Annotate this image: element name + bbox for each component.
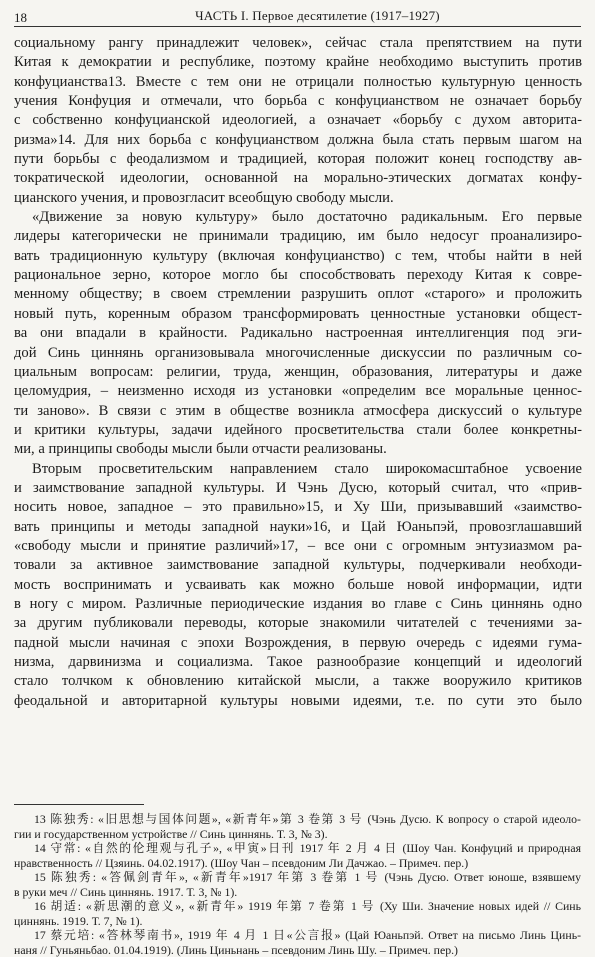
text-line: пути борьбы с феодализмом и традицией, которая положит конец господству ав- [14, 150, 582, 169]
running-header [14, 2, 581, 27]
text-line: тократической идеологии, основанной на морально-этических догматах конфу- [14, 169, 582, 188]
text-line: с собственно конфуцианской идеологией, а означает «борьбу с духом авторита- [14, 111, 582, 130]
footnote [14, 899, 581, 928]
text-line: цианского учения, и провозгласит всеобщую свободу мысли. [14, 189, 582, 208]
text-line: ми, а принципы свободы мысли были отчасти реализованы. [14, 440, 582, 459]
paragraph [14, 460, 582, 711]
footnote-line: циннянь. 1919. Т. 7, № 1). [14, 914, 581, 929]
text-line: и критики культуры, задачи идейного просветительства стали более конкретны- [14, 421, 582, 440]
text-line: конфуцианства13. Вместе с тем они не отрицали полностью культурную ценность [14, 73, 582, 92]
footnote-line: 16 胡适: «新思潮的意义», «新青年» 1919 年第 7 卷第 1 号 (Ху Ши. Значение новых идей // Синь [14, 899, 581, 914]
footnotes [14, 812, 581, 957]
chapter-title: ЧАСТЬ I. Первое десятилетие (1917–1927) [54, 8, 581, 26]
text-line: ти заново». В связи с этим в обществе возникла атмосфера дискуссий о культуре [14, 402, 582, 421]
footnote-line: 13 陈独秀: «旧思想与国体问题», «新青年»第 3 卷第 3 号 (Чэнь Дусю. К вопросу о старой идеоло- [14, 812, 581, 827]
text-line: вать принципы и методы западной науки»16, и Цай Юаньпэй, провозглашавший [14, 518, 582, 537]
text-line: товали за активное заимствование западной культуры, подчеркивали необходи- [14, 556, 582, 575]
text-line: стало толчком к обновлению китайской мысли, а также вооружило критиков [14, 672, 582, 691]
footnote-line: 14 守常: «自然的伦理观与孔子», «甲寅»日刊 1917 年 2 月 4 日 (Шоу Чан. Конфуций и природная [14, 841, 581, 856]
text-line: рациональное зерно, которое могло бы способствовать переходу Китая к совре- [14, 266, 582, 285]
footnote [14, 812, 581, 841]
text-line: феодальной и авторитарной культуры новыми идеями, т.е. по сути это было [14, 692, 582, 711]
footnote-line: наня // Гуньяньбао. 01.04.1919). (Линь Циньнань – псевдоним Линь Шу. – Примеч. пер.) [14, 943, 581, 957]
text-line: в ногу с миром. Различные периодические издания во главе с Синь циннянь одно [14, 595, 582, 614]
text-line: низма, дарвинизма и социализма. Такое разнообразие концепций и идеологий [14, 653, 582, 672]
text-line: Вторым просветительским направлением стало широкомасштабное усвоение [14, 460, 582, 479]
footnote-line: 17 蔡元培: «答林琴南书», 1919 年 4 月 1 日«公言报» (Цай Юаньпэй. Ответ на письмо Линь Цинь- [14, 928, 581, 943]
footnote [14, 870, 581, 899]
text-line: ризма»14. Для них борьба с конфуцианством должна была стать первым шагом на [14, 131, 582, 150]
text-line: циальным вопросам: религии, труда, женщин, образования, литературы и даже [14, 363, 582, 382]
text-line: «свободу мысли и принятие различий»17, – все они с огромным энтузиазмом ра- [14, 537, 582, 556]
main-text [14, 34, 582, 711]
text-line: менному обществу; в своем стремлении разрушить оплот «старого» и проложить [14, 285, 582, 304]
paragraph [14, 208, 582, 459]
text-line: лидеры категорически не принимали традицию, им было недосуг проанализиро- [14, 227, 582, 246]
text-line: за другим публиковали переводы, которые знакомили читателей с течениями за- [14, 614, 582, 633]
footnote-line: 15 陈独秀: «答佩剑青年», «新青年»1917 年第 3 卷第 1 号 (Чэнь Дусю. Ответ юноше, взявшему [14, 870, 581, 885]
footnote-separator [14, 804, 144, 805]
text-line: падной мысли начиная с эпохи Возрождения, в первую очередь с идеями гума- [14, 634, 582, 653]
text-line: социальному рангу принадлежит человек», сейчас стала препятствием на пути [14, 34, 582, 53]
text-line: ва они впадали в крайности. Радикально настроенная интеллигенция под эги- [14, 324, 582, 343]
paragraph [14, 34, 582, 208]
text-line: целомудрия, – неизменно исходя из установки «определим все моральные ценнос- [14, 382, 582, 401]
footnote-line: нравственность // Цзяинь. 04.02.1917). (Шоу Чан – псевдоним Ли Дачжао. – Примеч. пер.) [14, 856, 581, 871]
text-line: дой Синь циннянь организовывала многочисленные дискуссии по различным со- [14, 344, 582, 363]
page-number: 18 [14, 10, 54, 26]
text-line: носить новое, западное – это правильно»15, и Ху Ши, призывавший «заимство- [14, 498, 582, 517]
footnote-line: в руки меч // Синь циннянь. 1917. Т. 3, № 1). [14, 885, 581, 900]
text-line: новый путь, коренным образом трансформировать ценностные установки общест- [14, 305, 582, 324]
footnote [14, 841, 581, 870]
footnote-line: гии и государственном устройстве // Синь циннянь. Т. 3, № 3). [14, 827, 581, 842]
text-line: и заимствование западной культуры. И Чэнь Дусю, который считал, что «прив- [14, 479, 582, 498]
footnote [14, 928, 581, 957]
text-line: вать традиционную культуру (включая конфуцианство) с тем, чтобы найти в ней [14, 247, 582, 266]
text-line: «Движение за новую культуру» было достаточно радикальным. Его первые [14, 208, 582, 227]
text-line: Китая к демократии и республике, поэтому крайне необходимо выступить против [14, 53, 582, 72]
text-line: учения Конфуция и отмечали, что борьба с конфуцианством не означает борьбу [14, 92, 582, 111]
text-line: мость воспринимать и усваивать как можно больше новой информации, идти [14, 576, 582, 595]
